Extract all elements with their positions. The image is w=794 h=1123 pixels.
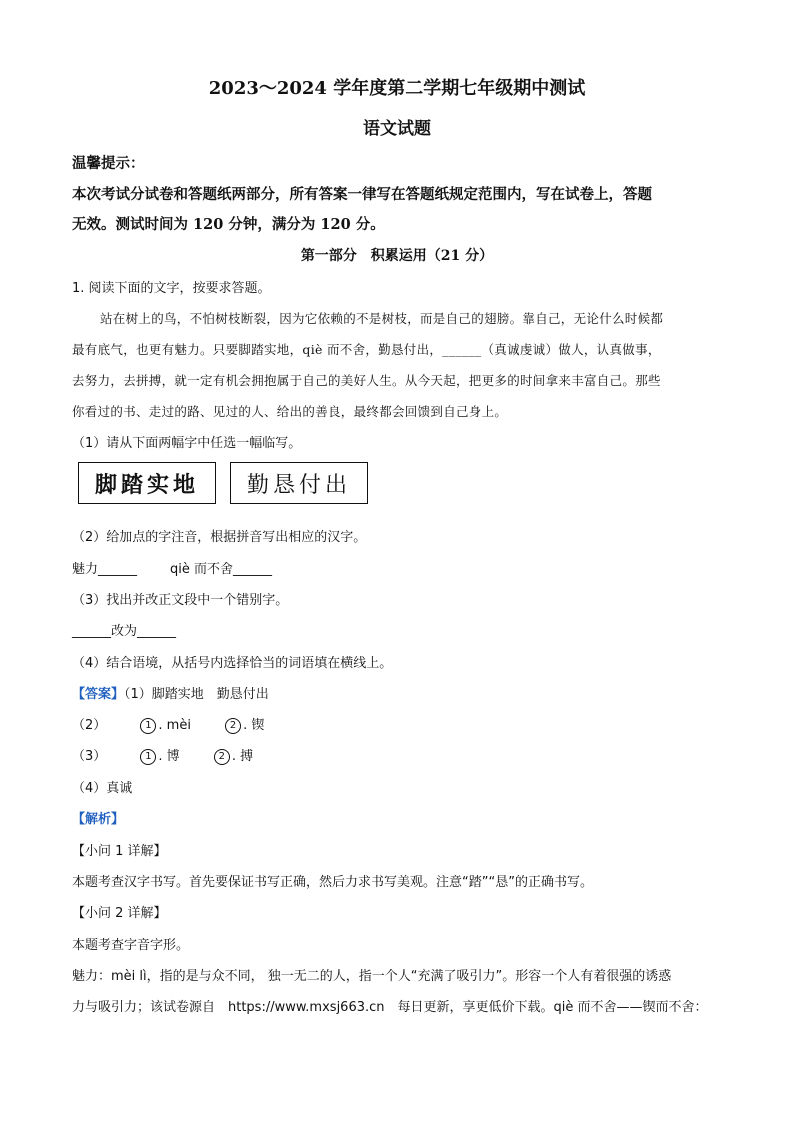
notice-label: 温馨提示： [72,155,145,172]
passage-line-2: 最有底气，也更有魅力。只要脚踏实地，qiè 而不舍，勤恳付出，______（真诚虔诚）做人，认真做事， [72,342,661,357]
passage-line-3: 去努力，去拼搏，就一定有机会拥抱属于自己的美好人生。从今天起，把更多的时间拿来丰富自己。那些 [72,373,661,388]
analysis-tag: 【解析】 [72,812,125,827]
sub-question-2: （2）给加点的字注音，根据拼音写出相应的汉字。 [72,530,367,545]
answer-2-value-2: . 锲 [243,718,265,733]
calligraphy-sample-2 [230,462,368,504]
exam-title: 2023～2024 学年度第二学期七年级期中测试 [208,78,586,99]
answer-line-3 [72,745,253,765]
analysis-q2-text-1: 本题考查字音字形。 [72,938,190,953]
answer-line-2 [72,714,264,734]
passage-line-1: 站在树上的鸟，不怕树枝断裂，因为它依赖的不是树枝，而是自己的翅膀。靠自己，无论什么时候都 [100,311,664,326]
sub-question-1: （1）请从下面两幅字中任选一幅临写。 [72,436,302,451]
section-title: 第一部分 积累运用（21 分） [300,248,494,264]
calligraphy-text-1: 脚踏实地 [94,471,199,498]
sub-question-4: （4）结合语境，从括号内选择恰当的词语填在横线上。 [72,656,393,671]
circled-number-2: 2 [214,749,230,765]
analysis-q2-text-2: 魅力：mèi lì，指的是与众不同， 独一无二的人，指一个人“充满了吸引力”。形容一个人有着很强的诱惑 [72,969,672,984]
sub-question-2-fill-a: 魅力______ [72,562,138,577]
analysis-q2-text-3: 力与吸引力；该试卷源自 https://www.mxsj663.cn 每日更新，享更低价下载。qiè 而不舍——锲而不舍： [72,1000,708,1015]
calligraphy-sample-1 [78,462,216,504]
exam-subtitle: 语文试题 [363,119,431,139]
circled-number-1: 1 [140,749,156,765]
notice-line-2: 无效。测试时间为 120 分钟，满分为 120 分。 [72,216,385,233]
answer-2-label: （2） [72,718,107,733]
passage-line-4: 你看过的书、走过的路、见过的人、给出的善良，最终都会回馈到自己身上。 [72,404,508,419]
answer-1: （1）脚踏实地 勤恳付出 [124,687,269,702]
answer-2-value-1: . mèi [158,718,191,733]
sub-question-2-fill-b: qiè 而不舍______ [170,562,272,577]
answer-3-value-1: . 博 [158,749,180,764]
answer-line-1 [72,683,269,702]
circled-number-1: 1 [140,718,156,734]
analysis-q2-head: 【小问 2 详解】 [72,906,167,921]
answer-3-label: （3） [72,749,107,764]
notice-line-1: 本次考试分试卷和答题纸两部分，所有答案一律写在答题纸规定范围内，写在试卷上，答题 [72,186,652,203]
answer-3-value-2: . 搏 [231,749,254,764]
question-1-prompt: 1. 阅读下面的文字，按要求答题。 [72,281,271,296]
analysis-q1-text: 本题考查汉字书写。首先要保证书写正确，然后力求书写美观。注意“踏”“恳”的正确书写。 [72,875,593,890]
answer-4: （4）真诚 [72,781,133,796]
calligraphy-text-2: 勤恳付出 [246,472,351,498]
circled-number-2: 2 [225,718,241,734]
sub-question-3-fill: ______改为______ [72,624,177,639]
answer-tag: 【答案】 [72,687,125,702]
analysis-q1-head: 【小问 1 详解】 [72,844,167,859]
sub-question-3: （3）找出并改正文段中一个错别字。 [72,593,289,608]
